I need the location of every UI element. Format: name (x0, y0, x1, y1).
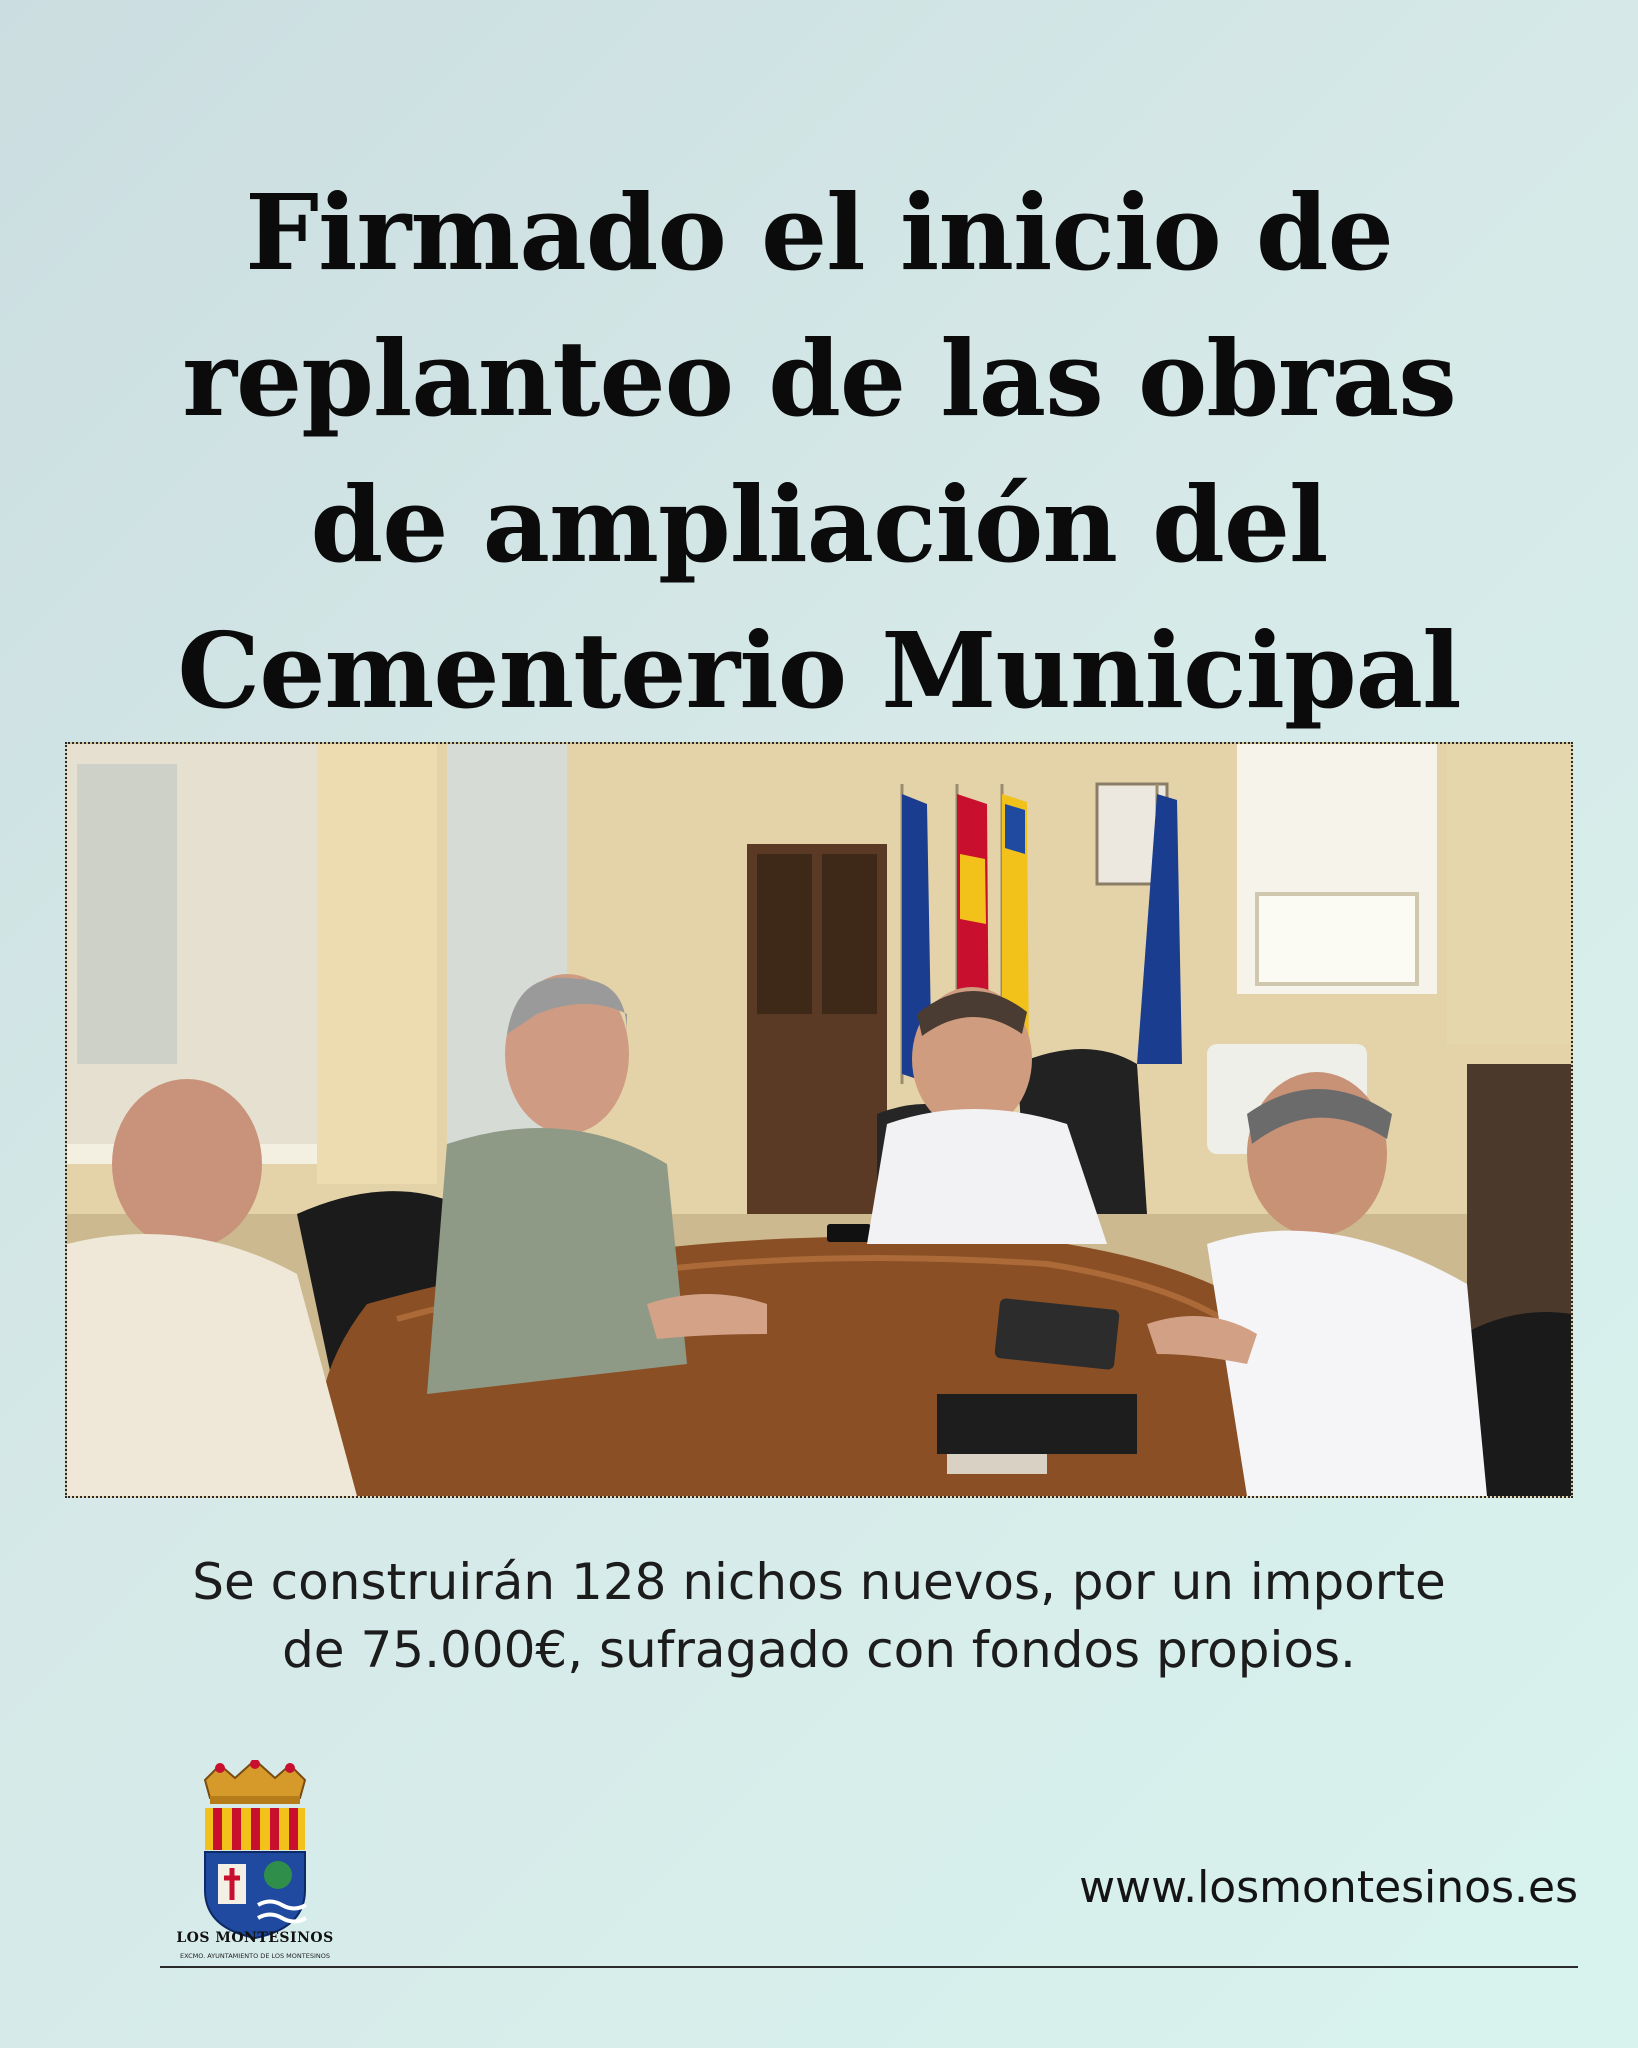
footer-divider (160, 1966, 1578, 1968)
meeting-photo (65, 742, 1573, 1498)
headline-line-2: replanteo de las obras (182, 317, 1456, 440)
meeting-photo-illustration (67, 744, 1571, 1496)
website-url: www.losmontesinos.es (1079, 1862, 1578, 1913)
headline-line-3: de ampliación del (310, 463, 1328, 586)
headline (60, 160, 1578, 744)
headline-line-1: Firmado el inicio de (245, 171, 1393, 294)
logo-town-name: LOS MONTESINOS (176, 1930, 334, 1946)
summary-text (80, 1548, 1558, 1684)
summary-line-1: Se construirán 128 nichos nuevos, por un importe (192, 1553, 1446, 1611)
headline-line-4: Cementerio Municipal (177, 609, 1461, 732)
logo-council-caption: EXCMO. AYUNTAMIENTO DE LOS MONTESINOS (180, 1952, 330, 1960)
summary-line-2: de 75.000€, sufragado con fondos propios. (282, 1621, 1356, 1679)
coat-of-arms-icon (160, 1760, 350, 1940)
municipal-coat-of-arms-logo (160, 1760, 350, 1940)
